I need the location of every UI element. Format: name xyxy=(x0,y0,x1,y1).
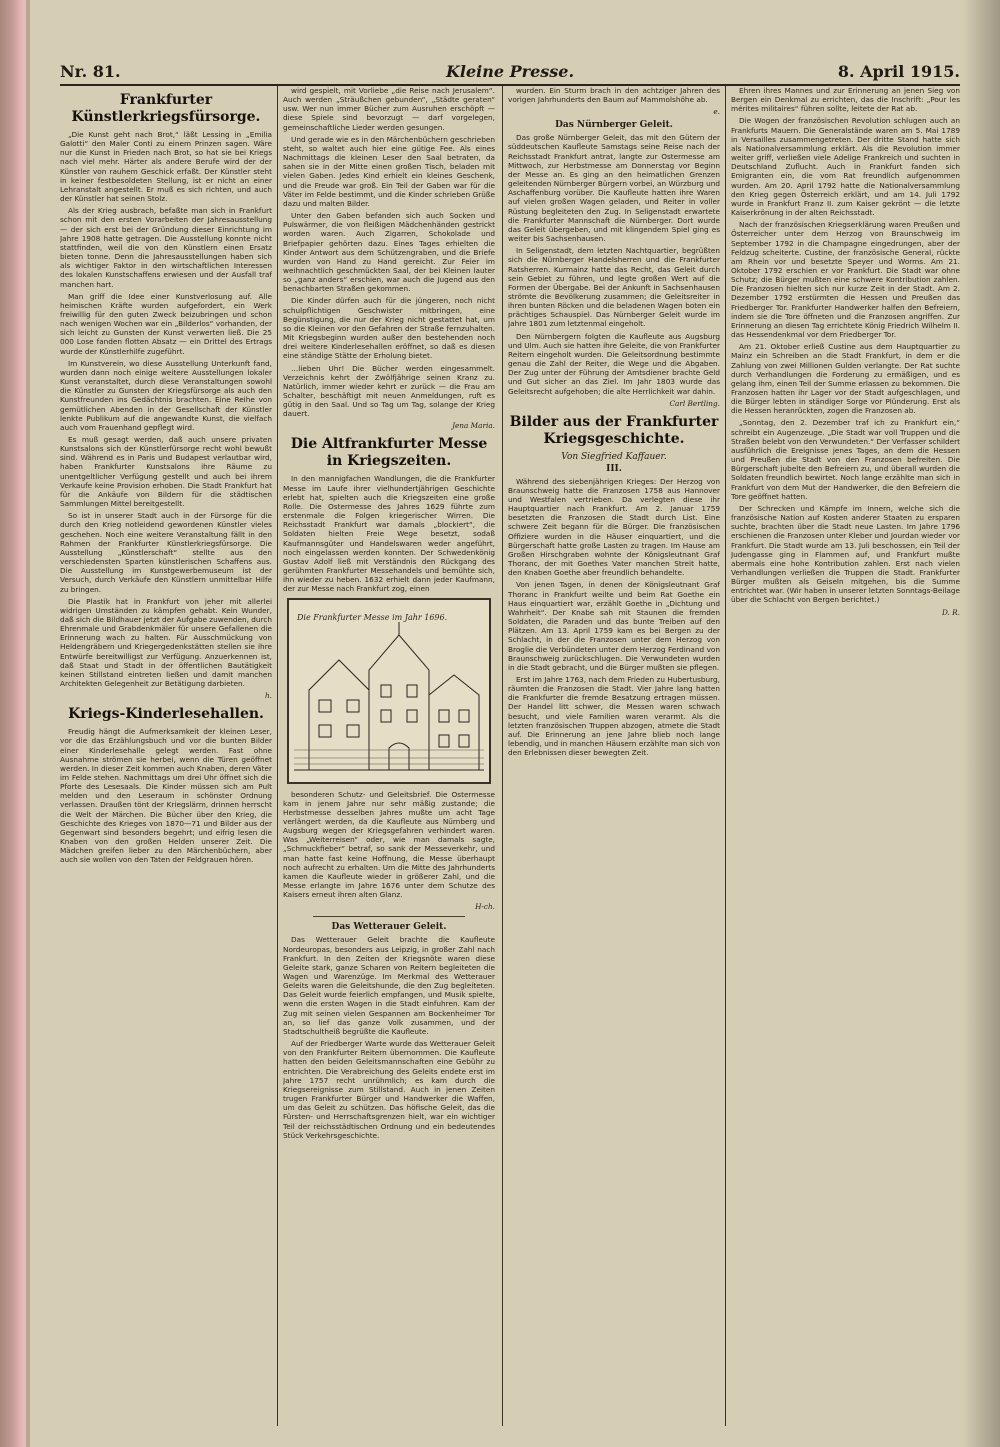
column-4 xyxy=(731,86,960,1426)
signature: h. xyxy=(264,691,272,701)
paragraph: Das Wetterauer Geleit brachte die Kaufleute Nordeuropas, besonders aus Leipzig, in großer Zahl nach Frankfurt. In den Zeiten der Kriegsnöte waren diese Geleite stark, ganze Scharen von Reitern begleiteten die Wagen und Warenzüge. Im Merkmal des Wetterauer Geleits waren die Geleitshunde, die den Zug begleiteten. Das Geleit wurde feierlich empfangen, und Musik spielte, wenn die ersten Wagen in die Stadt einfuhren. Kam der Zug mit seinen vielen Gespannen am Bockenheimer Tor an, so lief das ganze Volk zusammen, und der Stadtschultheiß begrüßte die Kaufleute. xyxy=(283,935,495,1036)
paragraph: Freudig hängt die Aufmerksamkeit der kleinen Leser, vor die das Erzählungsbuch und vor die bunten Bilder einer Kinderlesehalle gelegt werden. Fast ohne Ausnahme strömen sie herbei, wenn die Türen geöffnet werden. In dieser Zeit kommen auch Knaben, deren Väter im Felde stehen. Nachmittags um drei Uhr öffnet sich die Pforte des Lesesaals. Die Kinder müssen sich am Pult melden und den Leseraum in schönster Ordnung verlassen. Draußen tönt der Kriegslärm, drinnen herrscht die Welt der Märchen. Die Bücher über den Krieg, die Geschichte des Krieges von 1870—71 und Bilder aus der Gegenwart sind besonders begehrt; und eifrig lesen die Knaben von den großen Helden unserer Zeit. Die Mädchen greifen lieber zu den Märchenbüchern, aber auch sie wollen von den Taten der Feldgrauen hören. xyxy=(60,727,272,865)
paragraph: Während des siebenjährigen Krieges: Der Herzog von Braunschweig hatte die Franzosen 1758 aus Hannover und Westfalen vertrieben. Da verlegten diese ihr Hauptquartier nach Frankfurt. Am 2. Januar 1759 besetzten die Franzosen die Stadt durch List. Eine schwere Zeit begann für die Bürger. Die französischen Offiziere wurden in die Häuser einquartiert, und die Bürgerschaft hatte große Lasten zu tragen. Im Hause am Großen Hirschgraben wohnte der Königsleutnant Graf Thoranc, der mit Goethes Vater manchen Streit hatte, den Knaben Goethe aber freundlich behandelte. xyxy=(508,476,720,578)
paragraph: In den mannigfachen Wandlungen, die die Frankfurter Messe im Laufe ihrer vielhundertjährigen Geschichte erlebt hat, spielten auch die Kriegszeiten eine große Rolle. Die Ostermesse des Jahres 1629 führte zum erstenmale die Folgen kriegerischer Wirren. Die Reichsstadt Frankfurt war damals „blockiert“, die Soldaten hielten Freie Wege besetzt, sodaß Kaufmannsgüter und Handelswaren weder angeführt, noch eingelassen werden konnten. Der Schwedenkönig Gustav Adolf ließ mit Verständnis den Rückgang des gerühmten Frankfurter Messehandels und bemühte sich, ihn wieder zu heben. 1632 erhielt dann jeder Kaufmann, der zur Messe nach Frankfurt zog, einen xyxy=(283,474,495,594)
binding-edge xyxy=(0,0,30,1447)
divider xyxy=(313,916,465,917)
scan-shadow xyxy=(962,0,1000,1447)
byline: Von Siegfried Kaffauer. xyxy=(561,451,667,462)
paragraph: „Die Kunst geht nach Brot,“ läßt Lessing in „Emilia Galotti“ den Maler Conti zu einem Prinzen sagen. Wäre nur die Kunst in Frieden nach Brot, so hat sie bei Kriegs nach viel mehr. Härter als andere Berufe wird der der Künstler von rauhem Geschick erfaßt. Der Künstler steht in keiner festbesoldeten Stellung, ist er nicht an einer Lehranstalt angestellt. Er muß es sich richten, und auch der Künstler hat seinen Stolz. xyxy=(60,130,272,204)
column-rule xyxy=(277,86,278,1426)
paragraph: So ist in unserer Stadt auch in der Fürsorge für die durch den Krieg notleidend gewordenen Künstler vieles geschehen. Noch eine weitere Veranstaltung fällt in den Rahmen der Frankfurter Künstlerkriegsfürsorge. Die Ausstellung „Künstlerschaft“ stellte aus den verschiedensten Sparten künstlerischen Schaffens aus. Die Ausstellung im Kunstgewerbemuseum ist der Versuch, durch Verkäufe den Künstlern unmittelbar Hilfe zu bringen. xyxy=(60,511,272,594)
signature: Carl Bertling. xyxy=(669,398,720,408)
paragraph: Man griff die Idee einer Kunstverlosung auf. Alle heimischen Kräfte wurden aufgefordert, ein Werk freiwillig für den guten Zweck beizubringen und schon nach wenigen Wochen war ein „Bilderlos“ vorhanden, der sich leicht zu Gunsten der Kunst verwerten ließ. Die 25 000 Lose fanden flotten Absatz — ein Drittel des Ertrags wurde der Künstlerhilfe zugeführt. xyxy=(60,291,272,356)
paragraph: Auf der Friedberger Warte wurde das Wetterauer Geleit von den Frankfurter Reitern übernommen. Die Kaufleute hatten den beiden Geleitsmannschaften eine Gebühr zu entrichten. Die Verabreichung des Geleits endete erst im Jahre 1757 recht unrühmlich; es kam durch die Kriegsereignisse zum Stillstand. Auch in jenen Zeiten trugen Frankfurter Bürger und Handwerker die Waffen, um das Geleit zu schützen. Das höfische Geleit, das die Fürsten- und Herrschaftsgrenzen hielt, war ein wichtiger Teil der reichsstädtischen Ordnung und ein bedeutendes Stück Verkehrsgeschichte. xyxy=(283,1039,495,1140)
article-heading: Frankfurter Künstlerkriegsfürsorge. xyxy=(71,92,261,125)
masthead xyxy=(60,60,960,86)
signature: e. xyxy=(713,107,720,117)
illustration-caption: Die Frankfurter Messe im Jahr 1696. xyxy=(297,612,448,622)
column-1 xyxy=(60,86,272,1426)
issue-number: Nr. 81. xyxy=(60,62,121,81)
paper-title: Kleine Presse. xyxy=(445,62,575,81)
paragraph: wird gespielt, mit Vorliebe „die Reise nach Jerusalem“. Auch werden „Sträußchen gebunden“, „Städte geraten“ usw. Wer nun immer Bücher zum Ausruhen erschöpft — diese Spiele sind bevorzugt — darf vorgelegen, gemeinschaftliche Lieder werden gesungen. xyxy=(283,86,495,132)
paragraph: Nach der französischen Kriegserklärung waren Preußen und Österreicher unter dem Herzog von Braunschweig im September 1792 in die Champagne eingedrungen, aber der Feldzug scheiterte. Custine, der französische General, rückte am Rhein vor und besetzte Speyer und Worms. Am 21. Oktober 1792 erschien er vor Frankfurt. Die Stadt war ohne Schutz; die Bürger mußten eine schwere Kontribution zahlen. Die Franzosen hielten sich nur kurze Zeit in der Stadt. Am 2. Dezember 1792 erstürmten die Hessen und Preußen das Friedberger Tor. Frankfurter Handwerker halfen den Befreiern, indem sie die Tore öffneten und die Franzosen angriffen. Zur Erinnerung an diesen Tag errichtete König Friedrich Wilhelm II. das Hessendenkmal vor dem Friedberger Tor. xyxy=(731,220,960,340)
signature: D. R. xyxy=(941,607,960,617)
messe-illustration xyxy=(287,598,491,784)
paragraph: Den Nürnbergern folgten die Kaufleute aus Augsburg und Ulm. Auch sie hatten ihre Geleite, die von Frankfurter Reitern eingeholt wurden. Die Geleitsordnung bestimmte genau die Zahl der Reiter, die Wege und die Abgaben. Der Zug unter der Führung der Amtsdiener brachte Geld und Gut sicher an das Ziel. Im Jahr 1803 wurde das Geleitsrecht aufgehoben; die alte Herrlichkeit war dahin. xyxy=(508,331,720,396)
column-2 xyxy=(283,86,495,1426)
paragraph: In Seligenstadt, dem letzten Nachtquartier, begrüßten sich die Nürnberger Handelsherren und die Frankfurter Ratsherren. Kurmainz hatte das Recht, das Geleit durch sein Gebiet zu führen, und legte großen Wert auf die Formen der Übergabe. Bei der Ankunft in Sachsenhausen strömte die Bevölkerung zusammen; die Geleitsreiter in ihren bunten Röcken und die beladenen Wagen boten ein prächtiges Schauspiel. Das Nürnberger Geleit wurde im Jahre 1801 zum letztenmal eingeholt. xyxy=(508,246,720,329)
article-heading: Kriegs-Kinderlesehallen. xyxy=(68,706,264,723)
paragraph: Als der Krieg ausbrach, befaßte man sich in Frankfurt schon mit den ersten Vorarbeiten der Jahresausstellung — der sich erst bei der Gründung dieser Einrichtung im Jahre 1908 hatte getragen. Die Ausstellung konnte nicht stattfinden, weil die von den Künstlern einen Ersatz bieten tonne. Denn die Jahresausstellungen haben sich als wichtiger Faktor in den wirtschaftlichen Interessen des lokalen Kunstschaffens erwiesen und der Ausfall traf manchen hart. xyxy=(60,206,272,289)
paragraph: Im Kunstverein, wo diese Ausstellung Unterkunft fand, wurden dann noch einige weitere Ausstellungen lokaler Kunst veranstaltet, durch diese Veranstaltungen sowohl die Künstler zu Gunsten der Kriegsfürsorge als auch den Kunstfreunden ins Gedächtnis brachten. Eine Reihe von gemütlichen Abenden in der Gesellschaft der Künstler lenkte Publikum auf die angewandte Kunst, die vielfach auch vom Frauenhand gepflegt wird. xyxy=(60,358,272,432)
signature: H-ch. xyxy=(475,902,495,912)
paragraph: Die Kinder dürfen auch für die jüngeren, noch nicht schulpflichtigen Geschwister mitbringen, eine Begünstigung, die nur der Krieg nicht gestattet hat, um so die Kleinen vor den Gefahren der Straße fernzuhalten. Mit Kriegsbeginn wurden außer den bestehenden noch drei weitere Kinderlesehallen eröffnet, so daß es diesen eine ständige Stätte der Erholung bietet. xyxy=(283,296,495,361)
article-heading: Bilder aus der Frankfurter Kriegsgeschichte. xyxy=(509,413,719,447)
article-heading: Das Nürnberger Geleit. xyxy=(555,120,673,131)
paragraph: Das große Nürnberger Geleit, das mit den Gütern der süddeutschen Kaufleute Samstags seine Reise nach der Reichsstadt Frankfurt antrat, langte zur Ostermesse am Mittwoch, zur Herbstmesse am Donnerstag vor Beginn der Messe an. Es ging an den heimatlichen Grenzen geleitenden Nürnberger Bürgern vorbei, an Würzburg und Aschaffenburg vorüber. Die Kaufleute hatten ihre Waren auf vielen großen Wagen geladen, und Reiter in voller Rüstung begleiteten den Zug. In Seligenstadt erwartete die Frankfurter Mannschaft die Nürnberger. Dort wurde das Geleit übergeben, und mit klingendem Spiel ging es weiter bis Sachsenhausen. xyxy=(508,133,720,244)
paragraph: Unter den Gaben befanden sich auch Socken und Pulswärmer, die von fleißigen Mädchenhänden gestrickt worden waren. Auch Zigarren, Schokolade und Briefpapier gehörten dazu. Eines Tages erhielten die Kinder Antwort aus dem Schützengraben, und die Briefe wurden von Hand zu Hand gereicht. Zur Feier im weihnachtlich geschmückten Saal, der bei Kleinen lauter so „ganz anders“ erschien, war auch die Jugend aus den benachbarten Straßen gekommen. xyxy=(283,211,495,294)
article-heading: Die Altfrankfurter Messe in Kriegszeiten. xyxy=(290,436,488,470)
paragraph: Die Wogen der französischen Revolution schlugen auch an Frankfurts Mauern. Die Generalstände waren am 5. Mai 1789 in Versailles zusammengetreten. Der dritte Stand hatte sich als Nationalversammlung erklärt. Als die Revolution immer weiter griff, verließen viele Adelige Frankreich und suchten in Deutschland Zuflucht. Auch in Frankfurt fanden sich Emigranten ein, die vom Rat freundlich aufgenommen wurden. Am 20. April 1792 hatte die Nationalversammlung den Krieg gegen Österreich erklärt, und am 14. Juli 1792 wurde in Frankfurt Franz II. zum Kaiser gekrönt — die letzte Kaiserkrönung in der alten Reichsstadt. xyxy=(731,116,960,218)
paragraph: Erst im Jahre 1763, nach dem Frieden zu Hubertusburg, räumten die Franzosen die Stadt. Vier Jahre lang hatten die Frankfurter die fremde Besatzung ertragen müssen. Der Handel litt schwer, die Messen waren schwach besucht, und viele Familien waren verarmt. Als die letzten französischen Truppen abzogen, atmete die Stadt auf. Die Erinnerung an jene Jahre blieb noch lange lebendig, und in manchen Häusern erzählte man sich von den Erlebnissen dieser bewegten Zeit. xyxy=(508,674,720,758)
paragraph: Der Schrecken und Kämpfe im Innern, welche sich die französische Nation auf Kosten anderer Staaten zu ersparen suchte, brachten über die Stadt neue Lasten. Im Jahre 1796 erschienen die Franzosen unter Kleber und Jourdan wieder vor Frankfurt. Die Stadt wurde am 13. Juli beschossen, ein Teil der Judengasse ging in Flammen auf, und Frankfurt mußte abermals eine hohe Kontribution zahlen. Erst nach vielen Verhandlungen verließen die Truppen die Stadt. Frankfurter Bürger mußten als Geiseln mitgehen, bis die Summe entrichtet war. (Wir haben in unserer letzten Sonntags-Beilage über die Schlacht von Bergen berichtet.) xyxy=(731,503,960,605)
paragraph: Es muß gesagt werden, daß auch unsere privaten Kunstsalons sich der Künstlerfürsorge recht wohl bewußt sind. Während es in Paris und Budapest verlautbar wird, haben Frankfurter Kunstsalons ihre Räume zu unentgeltlicher Verfügung gestellt und auch bei ihrem Verkaufe keine Provision erhoben. Die Stadt Frankfurt hat für die Ankäufe von Bildern für die städtischen Sammlungen Mittel bereitgestellt. xyxy=(60,435,272,509)
paragraph: Von jenen Tagen, in denen der Königsleutnant Graf Thoranc in Frankfurt weilte und beim Rat Goethe ein Haus einquartiert war, erzählt Goethe in „Dichtung und Wahrheit“. Der Knabe sah mit Staunen die fremden Soldaten, die Paraden und das bunte Treiben auf den Plätzen. Am 13. April 1759 kam es bei Bergen zu der Schlacht, in der die Franzosen unter dem Herzog von Broglie die Verbündeten unter dem Herzog Ferdinand von Braunschweig zurückschlugen. Die Verwundeten wurden in die Stadt gebracht, und die Bürger mußten sie pflegen. xyxy=(508,580,720,672)
paragraph: Am 21. Oktober erließ Custine aus dem Hauptquartier zu Mainz ein Schreiben an die Stadt Frankfurt, in dem er die Zahlung von zwei Millionen Gulden verlangte. Der Rat suchte durch Verhandlungen die Forderung zu ermäßigen, und es gelang ihm, einen Teil der Summe erlassen zu bekommen. Die Franzosen hatten ihr Lager vor der Stadt aufgeschlagen, und die Bürger lebten in ständiger Sorge vor Plünderung. Erst als die Hessen heranrückten, zogen die Franzosen ab. xyxy=(731,342,960,416)
paragraph: Die Plastik hat in Frankfurt von jeher mit allerlei widrigen Umständen zu kämpfen gehabt. Kein Wunder, daß sich die Bildhauer jetzt der Aufgabe zuwenden, durch Ehrenmale und Grabdenkmäler für unsere Gefallenen die Erinnerung wach zu halten. Für Ausschmückung von Heldengräbern und Kriegergedenkstätten stellen sie ihre Entwürfe bereitwilligst zur Verfügung. Anzuerkennen ist, daß Staat und Stadt in der öffentlichen Bautätigkeit keinen Stillstand eintreten ließen und damit manchen Architekten Gelegenheit zur Betätigung darbieten. xyxy=(60,596,272,689)
column-3 xyxy=(508,86,720,1426)
issue-date: 8. April 1915. xyxy=(837,62,960,81)
paragraph: wurden. Ein Sturm brach in den achtziger Jahren des vorigen Jahrhunderts den Baum auf Mammolshöhe ab. xyxy=(508,86,720,105)
paragraph: Ehren ihres Mannes und zur Erinnerung an jenen Sieg von Bergen ein Denkmal zu errichten, das die Inschrift: „Pour les mérites militaires“ führen sollte, leitete der Rat ab. xyxy=(731,86,960,114)
paragraph: Und gerade wie es in den Märchenbüchern geschrieben steht, so waltet auch hier eine gütige Fee. Als eines Nachmittags die kleinen Leser den Saal betraten, da sahen sie in der Mitte einen großen Tisch, beladen mit vielen Gaben. Jedes Kind erhielt ein kleines Geschenk, und die Freude war groß. Ein Teil der Gaben war für die Väter im Felde bestimmt, und die Kinder schrieben Grüße dazu und malten Bilder. xyxy=(283,134,495,208)
article-heading: Das Wetterauer Geleit. xyxy=(331,922,447,933)
paragraph: „Sonntag, den 2. Dezember traf ich zu Frankfurt ein,“ schreibt ein Augenzeuge. „Die Stadt war voll Truppen und die Straßen belebt von den Verwundeten.“ Der Verfasser schildert ausführlich die Ereignisse jenes Tages, an dem die Hessen und Preußen die Stadt von den Franzosen befreiten. Die Bürgerschaft jubelte den Befreiern zu, und überall wurden die Soldaten freundlich bewirtet. Noch lange erzählte man sich in Frankfurt von dem Mut der Handwerker, die den Befreiern die Tore geöffnet hatten. xyxy=(731,418,960,501)
part-number: III. xyxy=(606,463,622,474)
paragraph: besonderen Schutz- und Geleitsbrief. Die Ostermesse kam in jenem Jahre nur sehr mäßig zustande; die Herbstmesse desselben Jahres mußte um acht Tage verlängert werden, da die Kaufleute aus Nürnberg und Augsburg wegen der Kriegsgefahren verhindert waren. Was „Weiterreisen“ oder, wie man damals sagte, „Schmuckfieber“ betraf, so sank der Messeverkehr, und man hatte fast keine Hoffnung, die Messe überhaupt noch aufrecht zu erhalten. Um die Mitte des Jahrhunderts kamen die Kaufleute wieder in größerer Zahl, und die Messe erlangte im Jahre 1676 unter dem Schutze des Kaisers erneut ihren alten Glanz. xyxy=(283,789,495,900)
paragraph: …lieben Uhr! Die Bücher werden eingesammelt. Verzeichnis kehrt der Zwölfjährige seinen Kranz zu. Natürlich, immer wieder kehrt er zurück — die Frau am Schalter, beschäftigt mit neuen Anmeldungen, ruft es gütig in den Saal. Und so Tag um Tag, solange der Krieg dauert. xyxy=(283,363,495,419)
column-rule xyxy=(502,86,503,1426)
column-rule xyxy=(725,86,726,1426)
signature: Jena Maria. xyxy=(452,421,495,431)
